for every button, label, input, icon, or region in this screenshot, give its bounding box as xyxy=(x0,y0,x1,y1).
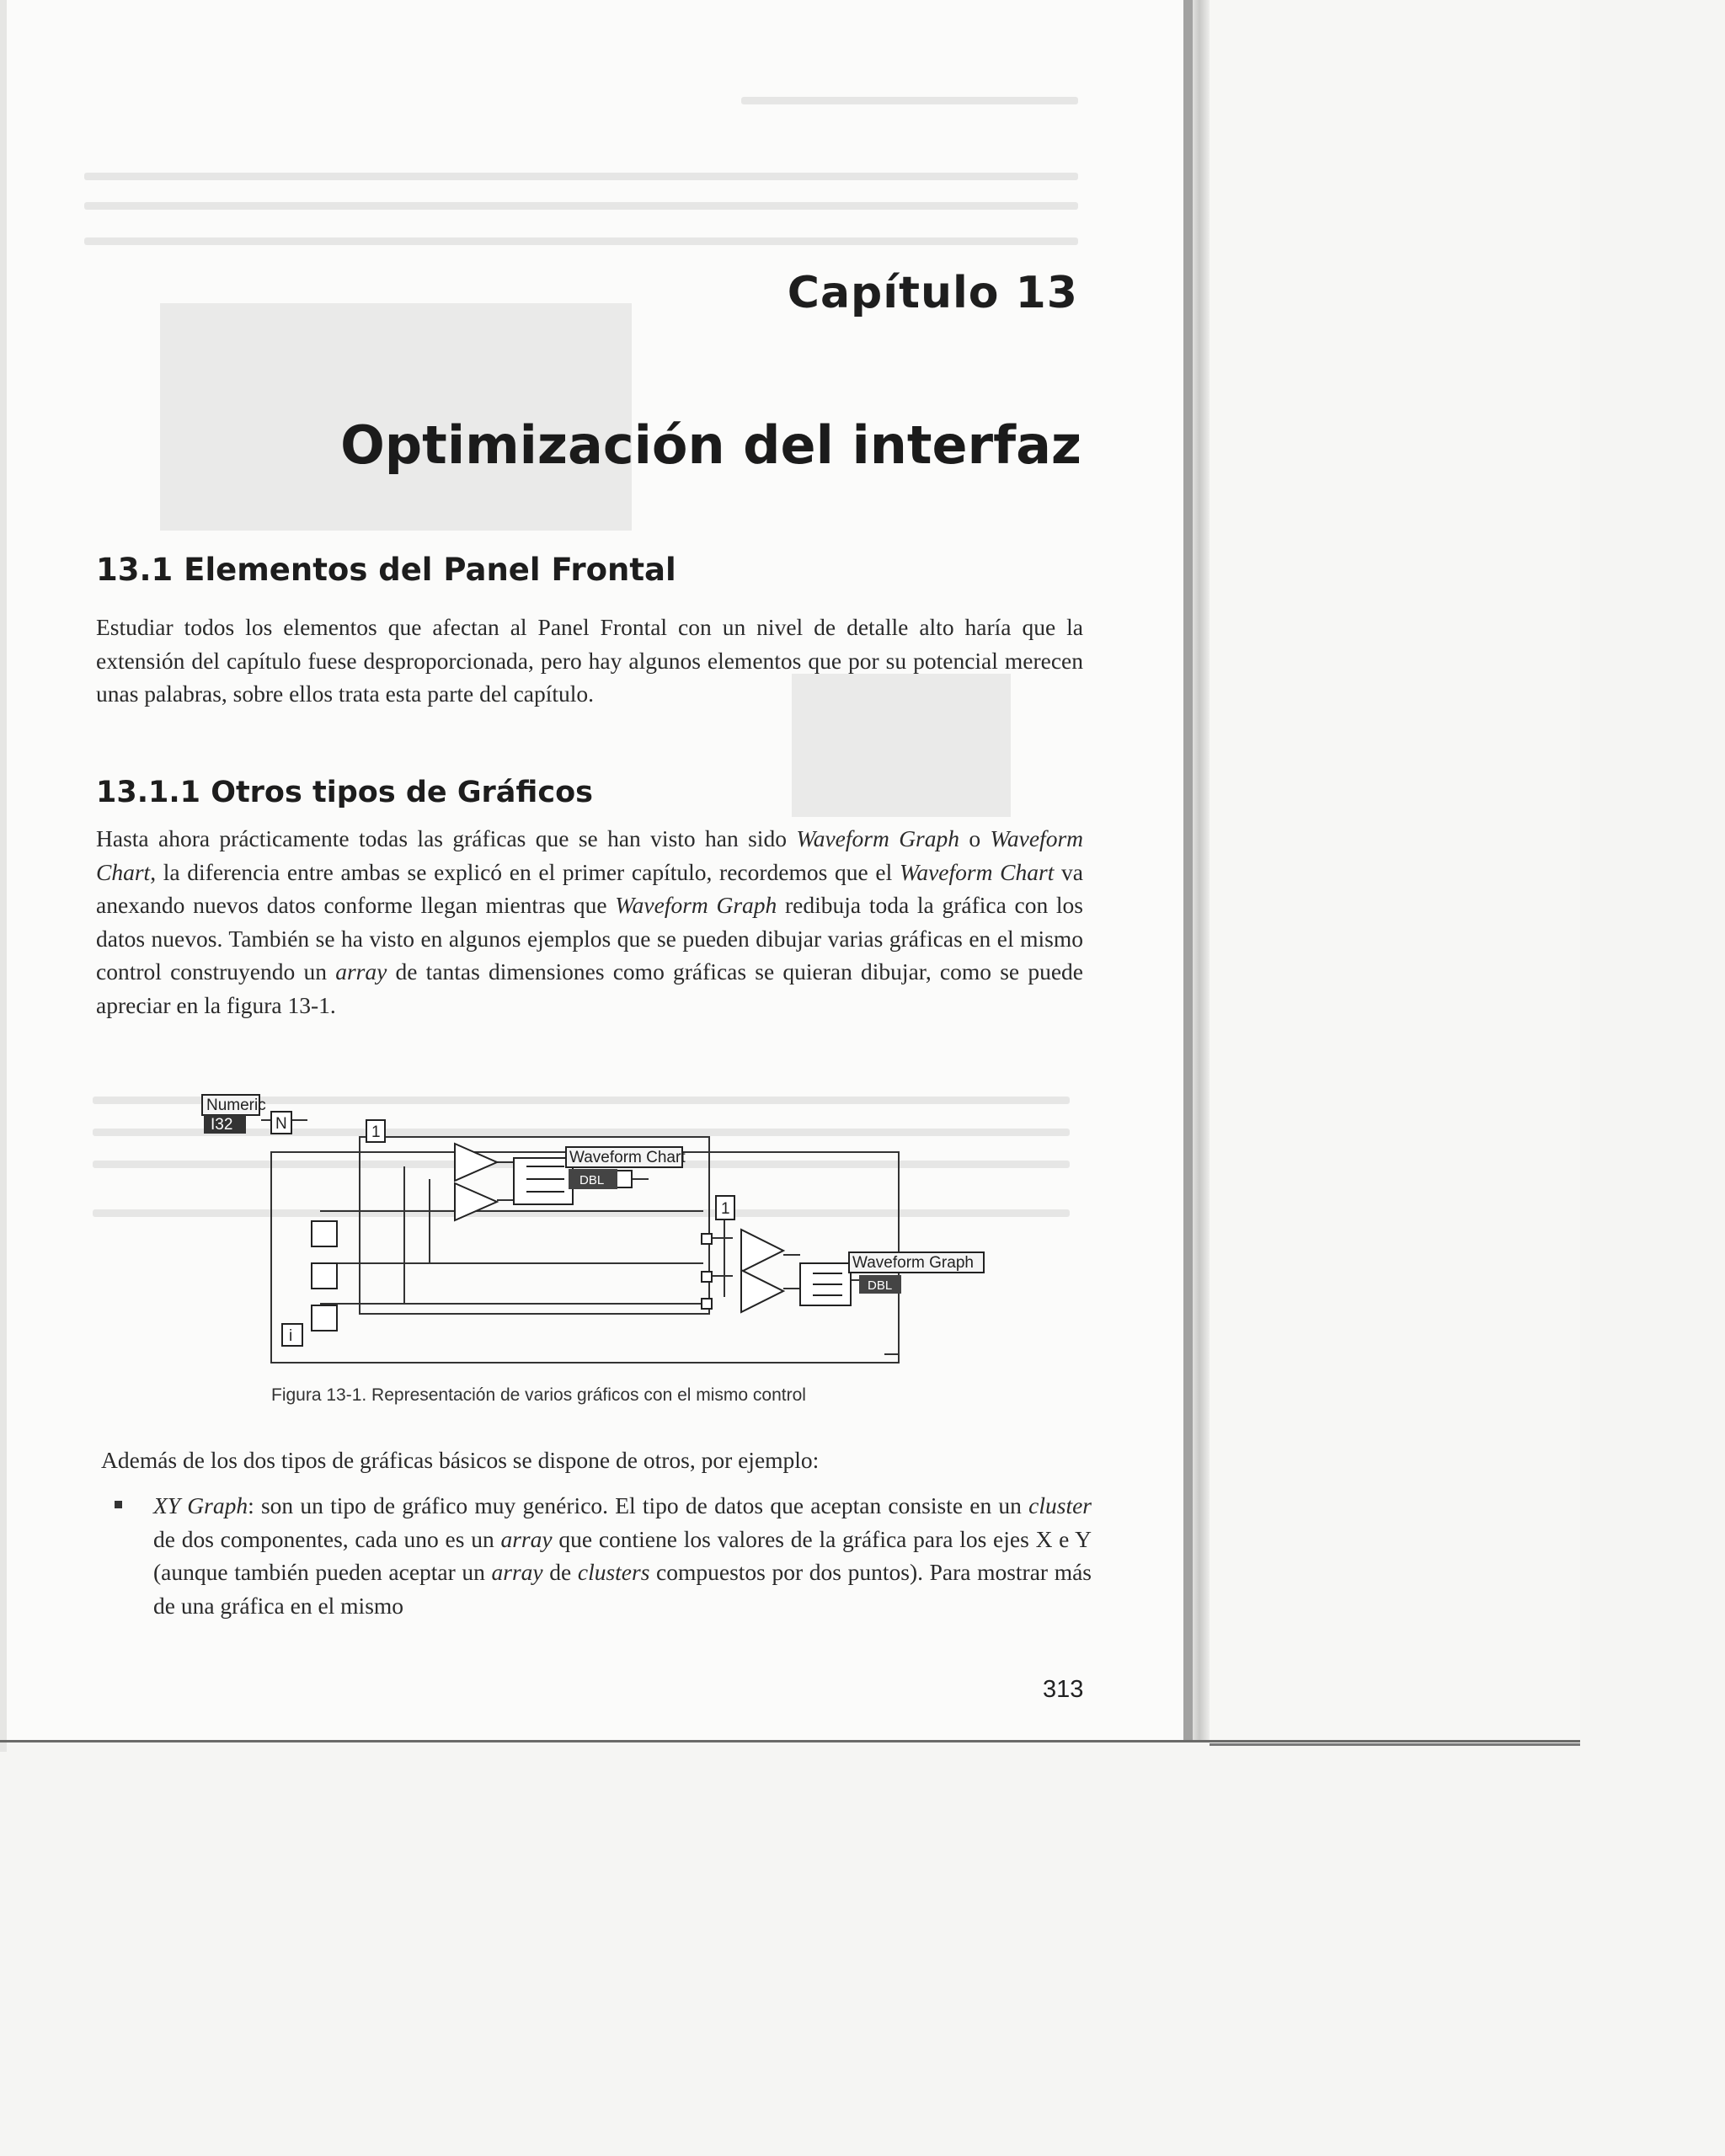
bullet-text-run: de dos componentes, cada uno es un xyxy=(153,1525,501,1552)
build-array-icon xyxy=(514,1158,573,1204)
bullet-text-run: XY Graph xyxy=(153,1492,248,1518)
chapter-label: Capítulo 13 xyxy=(787,268,1078,318)
show-through-text xyxy=(84,202,1078,210)
bullet-text xyxy=(153,1489,1092,1622)
bullet-mark xyxy=(115,1501,122,1508)
subsection-paragraph xyxy=(96,822,1083,1022)
n-label: N xyxy=(275,1115,287,1133)
dbl-label-chart: DBL xyxy=(579,1173,605,1187)
facing-page-edge xyxy=(1210,0,1580,1746)
add-node-icon xyxy=(741,1270,783,1312)
bullet-text-run: array xyxy=(500,1525,553,1552)
subsection-paragraph-run: Hasta ahora prácticamente todas las gráficas que se han visto han sido xyxy=(96,825,797,851)
section-heading: 13.1 Elementos del Panel Frontal xyxy=(96,552,676,588)
i32-label: I32 xyxy=(211,1116,233,1134)
subsection-paragraph-run: o xyxy=(959,825,991,851)
subsection-paragraph-run: Waveform Graph xyxy=(615,892,777,918)
add-node-icon xyxy=(741,1230,783,1272)
waveform-chart-label: Waveform Chart xyxy=(569,1149,686,1166)
add-node-icon xyxy=(455,1183,497,1220)
page-number: 313 xyxy=(1043,1676,1084,1703)
figure-caption: Figura 13-1. Representación de varios gráficos con el mismo control xyxy=(271,1385,806,1405)
bullet-text-run: de xyxy=(542,1559,578,1585)
chapter-title: Optimización del interfaz xyxy=(340,414,1081,476)
subsection-paragraph-run: array xyxy=(335,958,387,985)
random-number-icon xyxy=(312,1305,337,1331)
section-paragraph: Estudiar todos los elementos que afectan al Panel Frontal con un nivel de detalle alto haría que la extensión del capítulo fuese desproporcionada, pero hay algunos elementos que por su potencial merecen unas palabras, sobre ellos trata esta parte del capítulo. xyxy=(96,614,1083,707)
subsection-heading: 13.1.1 Otros tipos de Gráficos xyxy=(96,776,593,809)
bullet-text-run: array xyxy=(491,1559,543,1585)
bullet-xy-graph xyxy=(115,1489,1092,1622)
constant-one-label-b: 1 xyxy=(721,1200,730,1218)
subsection-paragraph-run: va anexando nuevos datos conforme llegan mientras que xyxy=(96,858,1083,918)
subsection-paragraph-run: Waveform Chart xyxy=(899,858,1055,885)
page-edge xyxy=(1193,0,1210,1742)
bullet-text-run: clusters xyxy=(577,1559,650,1585)
subsection-paragraph-run: , la diferencia entre ambas se explicó en el primer capítulo, recordemos que el xyxy=(150,858,900,885)
waveform-graph-label: Waveform Graph xyxy=(852,1254,974,1272)
left-margin-strip xyxy=(0,0,7,1752)
page-bottom-edge xyxy=(0,1740,1580,1742)
show-through-text xyxy=(84,173,1078,180)
show-through-text xyxy=(84,237,1078,245)
subsection-paragraph-run: de tantas dimensiones como gráficas se quieran dibujar, como se puede apreciar en la figura 13-1. xyxy=(96,958,1083,1018)
subsection-paragraph-run: redibuja toda la gráfica con los datos nuevos. También se ha visto en algunos ejemplos que se pueden dibujar varias gráficas en el mismo control construyendo un xyxy=(96,892,1084,985)
bullet-text-run: : son un tipo de gráfico muy genérico. El tipo de datos que aceptan consiste en un xyxy=(248,1492,1029,1518)
iteration-label: i xyxy=(289,1327,293,1345)
add-node-icon xyxy=(455,1144,497,1181)
random-number-icon xyxy=(312,1263,337,1289)
bullet-text-run: que contiene los valores de la gráfica para los ejes X e Y (aunque también pueden aceptar un xyxy=(153,1525,1092,1585)
random-number-icon xyxy=(312,1221,337,1246)
numeric-label: Numeric xyxy=(206,1097,266,1114)
figure-block-diagram xyxy=(194,1086,994,1377)
subsection-paragraph-run: Waveform Chart xyxy=(96,825,1084,885)
dbl-label-graph: DBL xyxy=(868,1278,893,1293)
bullet-text-run: cluster xyxy=(1028,1492,1092,1518)
bullet-text-run: compuestos por dos puntos). Para mostrar más de una gráfica en el mismo xyxy=(153,1559,1092,1619)
constant-one-label: 1 xyxy=(371,1123,381,1141)
subsection-paragraph-run: Waveform Graph xyxy=(796,825,960,851)
show-through-text xyxy=(741,97,1078,104)
after-figure-paragraph: Además de los dos tipos de gráficas básicos se dispone de otros, por ejemplo: xyxy=(101,1447,820,1473)
